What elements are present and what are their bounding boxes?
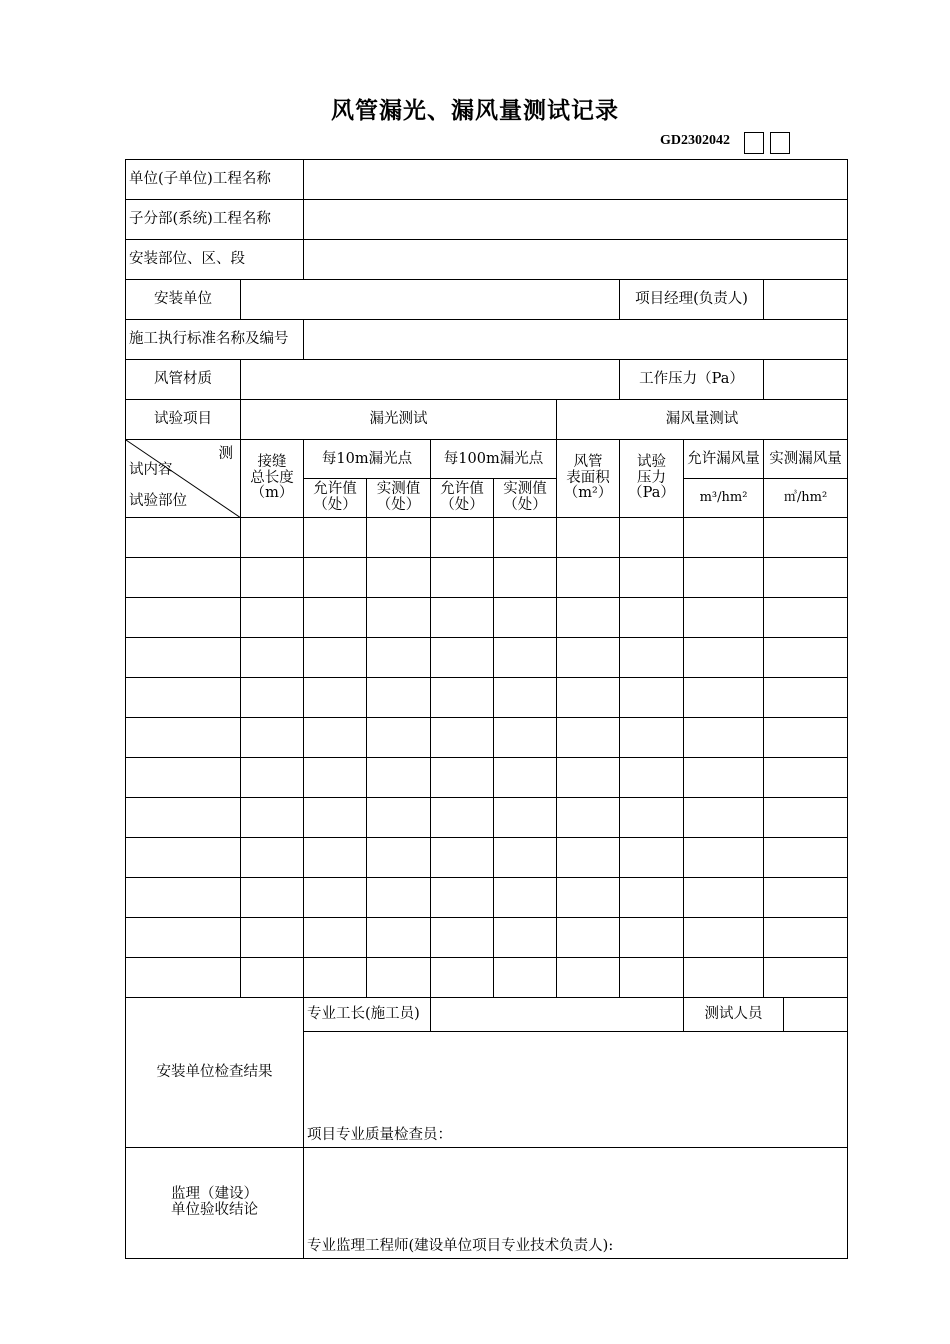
data-cell[interactable]: [684, 518, 764, 558]
install-check-result-label: 安装单位检查结果: [126, 998, 304, 1148]
data-cell[interactable]: [367, 958, 431, 998]
data-cell[interactable]: [557, 758, 620, 798]
per-100m-header: 每100m漏光点: [431, 440, 557, 479]
per-10m-header: 每10m漏光点: [304, 440, 431, 479]
data-row: [126, 598, 848, 638]
data-cell[interactable]: [684, 678, 764, 718]
data-cell[interactable]: [431, 558, 494, 598]
data-cell[interactable]: [431, 918, 494, 958]
data-cell[interactable]: [494, 558, 557, 598]
data-cell[interactable]: [494, 598, 557, 638]
data-cell[interactable]: [557, 638, 620, 678]
data-cell[interactable]: [684, 838, 764, 878]
allowed-10m-header: 允许值 （处）: [304, 479, 367, 518]
data-row: [126, 678, 848, 718]
data-cell[interactable]: [304, 758, 367, 798]
data-cell[interactable]: [557, 918, 620, 958]
data-row: [126, 878, 848, 918]
data-cell[interactable]: [620, 878, 684, 918]
data-cell[interactable]: [367, 798, 431, 838]
data-cell[interactable]: [304, 798, 367, 838]
data-cell[interactable]: [241, 558, 304, 598]
diag-bottom-label: 试验部位: [129, 493, 187, 509]
allowed-air-leak-header: 允许漏风量: [684, 440, 764, 479]
data-row: [126, 638, 848, 678]
data-cell[interactable]: [494, 918, 557, 958]
data-cell[interactable]: [241, 598, 304, 638]
data-cell[interactable]: [620, 958, 684, 998]
data-cell[interactable]: [764, 718, 848, 758]
supervision-engineer-label: 专业监理工程师(建设单位项目专业技术负责人):: [307, 1238, 614, 1255]
light-leak-test-header: 漏光测试: [241, 400, 557, 440]
form-code: GD2302042: [660, 133, 730, 148]
data-cell[interactable]: [557, 838, 620, 878]
data-row: [126, 958, 848, 998]
tester-value[interactable]: [784, 998, 848, 1032]
data-cell[interactable]: [367, 598, 431, 638]
data-cell[interactable]: [241, 718, 304, 758]
data-cell[interactable]: [684, 718, 764, 758]
data-cell[interactable]: [620, 558, 684, 598]
data-cell[interactable]: [764, 918, 848, 958]
data-cell[interactable]: [367, 838, 431, 878]
foreman-value[interactable]: [431, 998, 684, 1032]
data-cell[interactable]: [431, 878, 494, 918]
data-cell[interactable]: [126, 718, 241, 758]
data-row: [126, 918, 848, 958]
data-cell[interactable]: [367, 878, 431, 918]
data-cell[interactable]: [494, 798, 557, 838]
measured-air-leak-header: 实测漏风量: [764, 440, 848, 479]
data-cell[interactable]: [620, 518, 684, 558]
data-cell[interactable]: [494, 718, 557, 758]
data-cell[interactable]: [764, 558, 848, 598]
standard-name-value[interactable]: [304, 320, 848, 360]
data-row: [126, 518, 848, 558]
data-cell[interactable]: [126, 598, 241, 638]
data-cell[interactable]: [620, 638, 684, 678]
data-cell[interactable]: [241, 758, 304, 798]
data-cell[interactable]: [684, 638, 764, 678]
data-cell[interactable]: [304, 678, 367, 718]
install-location-value[interactable]: [304, 240, 848, 280]
data-cell[interactable]: [431, 838, 494, 878]
data-cell[interactable]: [241, 878, 304, 918]
unit-project-name-value[interactable]: [304, 160, 848, 200]
install-unit-label: 安装单位: [126, 280, 241, 320]
data-cell[interactable]: [304, 558, 367, 598]
data-cell[interactable]: [557, 798, 620, 838]
duct-material-label: 风管材质: [126, 360, 241, 400]
project-manager-label: 项目经理(负责人): [620, 280, 764, 320]
data-cell[interactable]: [684, 758, 764, 798]
data-cell[interactable]: [367, 678, 431, 718]
data-cell[interactable]: [126, 678, 241, 718]
data-cell[interactable]: [620, 758, 684, 798]
data-cell[interactable]: [304, 838, 367, 878]
data-cell[interactable]: [241, 958, 304, 998]
supervision-engineer-field[interactable]: [304, 1148, 848, 1259]
data-cell[interactable]: [241, 798, 304, 838]
quality-inspector-label: 项目专业质量检查员：: [307, 1127, 453, 1144]
data-cell[interactable]: [494, 878, 557, 918]
data-cell[interactable]: [431, 518, 494, 558]
data-cell[interactable]: [126, 918, 241, 958]
data-cell[interactable]: [126, 558, 241, 598]
supervision-conclusion-label: 监理（建设） 单位验收结论: [126, 1148, 304, 1259]
data-cell[interactable]: [304, 518, 367, 558]
record-table: [125, 159, 848, 1259]
allowed-100m-header: 允许值 （处）: [431, 479, 494, 518]
measured-100m-header: 实测值 （处）: [494, 479, 557, 518]
data-cell[interactable]: [304, 958, 367, 998]
data-cell[interactable]: [304, 878, 367, 918]
data-row: [126, 798, 848, 838]
data-cell[interactable]: [126, 638, 241, 678]
data-cell[interactable]: [620, 718, 684, 758]
data-cell[interactable]: [241, 638, 304, 678]
duct-area-header: 风管 表面积 （m²）: [557, 440, 620, 518]
data-cell[interactable]: [764, 798, 848, 838]
data-cell[interactable]: [684, 598, 764, 638]
data-cell[interactable]: [764, 958, 848, 998]
data-cell[interactable]: [494, 678, 557, 718]
data-cell[interactable]: [494, 638, 557, 678]
diag-top-label: 测: [218, 446, 233, 462]
data-cell[interactable]: [304, 718, 367, 758]
data-cell[interactable]: [620, 838, 684, 878]
data-cell[interactable]: [764, 678, 848, 718]
test-item-label: 试验项目: [126, 400, 241, 440]
data-cell[interactable]: [684, 958, 764, 998]
data-row: [126, 758, 848, 798]
data-cell[interactable]: [126, 958, 241, 998]
data-cell[interactable]: [557, 878, 620, 918]
data-cell[interactable]: [241, 918, 304, 958]
data-cell[interactable]: [557, 558, 620, 598]
data-cell[interactable]: [764, 518, 848, 558]
data-cell[interactable]: [494, 958, 557, 998]
quality-inspector-field[interactable]: [304, 1032, 848, 1148]
data-cell[interactable]: [367, 758, 431, 798]
measured-10m-header: 实测值 （处）: [367, 479, 431, 518]
data-cell[interactable]: [557, 518, 620, 558]
data-cell[interactable]: [494, 518, 557, 558]
diag-mid-label: 试内容: [129, 462, 173, 478]
data-cell[interactable]: [126, 758, 241, 798]
data-cell[interactable]: [367, 518, 431, 558]
data-cell[interactable]: [304, 918, 367, 958]
data-cell[interactable]: [764, 878, 848, 918]
install-unit-value[interactable]: [241, 280, 620, 320]
unit-project-name-label: 单位(子单位)工程名称: [126, 160, 304, 200]
data-cell[interactable]: [764, 838, 848, 878]
work-pressure-value[interactable]: [764, 360, 848, 400]
data-row: [126, 718, 848, 758]
data-cell[interactable]: [126, 518, 241, 558]
data-cell[interactable]: [367, 638, 431, 678]
data-cell[interactable]: [494, 758, 557, 798]
data-cell[interactable]: [764, 638, 848, 678]
data-cell[interactable]: [620, 798, 684, 838]
air-leak-test-header: 漏风量测试: [557, 400, 848, 440]
data-cell[interactable]: [557, 718, 620, 758]
work-pressure-label: 工作压力（Pa）: [620, 360, 764, 400]
standard-name-label: 施工执行标准名称及编号: [126, 320, 304, 360]
data-cell[interactable]: [367, 718, 431, 758]
data-row: [126, 838, 848, 878]
install-location-label: 安装部位、区、段: [126, 240, 304, 280]
data-cell[interactable]: [241, 838, 304, 878]
data-cell[interactable]: [684, 558, 764, 598]
duct-material-value[interactable]: [241, 360, 620, 400]
form-title: 风管漏光、漏风量测试记录: [331, 97, 619, 124]
data-cell[interactable]: [431, 958, 494, 998]
data-cell[interactable]: [126, 878, 241, 918]
data-cell[interactable]: [557, 598, 620, 638]
data-cell[interactable]: [431, 678, 494, 718]
data-cell[interactable]: [620, 678, 684, 718]
data-cell[interactable]: [126, 838, 241, 878]
data-cell[interactable]: [431, 758, 494, 798]
data-row: [126, 558, 848, 598]
code-box-1[interactable]: [744, 132, 764, 154]
tester-label: 测试人员: [684, 998, 784, 1032]
data-cell[interactable]: [367, 558, 431, 598]
foreman-label: 专业工长(施工员): [304, 998, 431, 1032]
data-cell[interactable]: [241, 518, 304, 558]
data-cell[interactable]: [304, 638, 367, 678]
sub-project-name-label: 子分部(系统)工程名称: [126, 200, 304, 240]
data-cell[interactable]: [431, 798, 494, 838]
code-box-2[interactable]: [770, 132, 790, 154]
seam-length-header: 接缝 总长度 （m）: [241, 440, 304, 518]
data-cell[interactable]: [764, 598, 848, 638]
data-cell[interactable]: [304, 598, 367, 638]
data-cell[interactable]: [431, 718, 494, 758]
data-cell[interactable]: [557, 958, 620, 998]
data-cell[interactable]: [684, 878, 764, 918]
data-cell[interactable]: [557, 678, 620, 718]
project-manager-value[interactable]: [764, 280, 848, 320]
data-cell[interactable]: [126, 798, 241, 838]
data-cell[interactable]: [684, 918, 764, 958]
test-pressure-header: 试验 压力 （Pa）: [620, 440, 684, 518]
data-cell[interactable]: [620, 918, 684, 958]
data-cell[interactable]: [684, 798, 764, 838]
data-cell[interactable]: [367, 918, 431, 958]
data-cell[interactable]: [764, 758, 848, 798]
diagonal-header-cell: [126, 440, 241, 518]
sub-project-name-value[interactable]: [304, 200, 848, 240]
allowed-unit: m³/hm²: [684, 479, 764, 518]
data-cell[interactable]: [620, 598, 684, 638]
data-cell[interactable]: [431, 638, 494, 678]
data-cell[interactable]: [494, 838, 557, 878]
data-cell[interactable]: [241, 678, 304, 718]
data-cell[interactable]: [431, 598, 494, 638]
measured-unit: ㎥/hm²: [764, 479, 848, 518]
